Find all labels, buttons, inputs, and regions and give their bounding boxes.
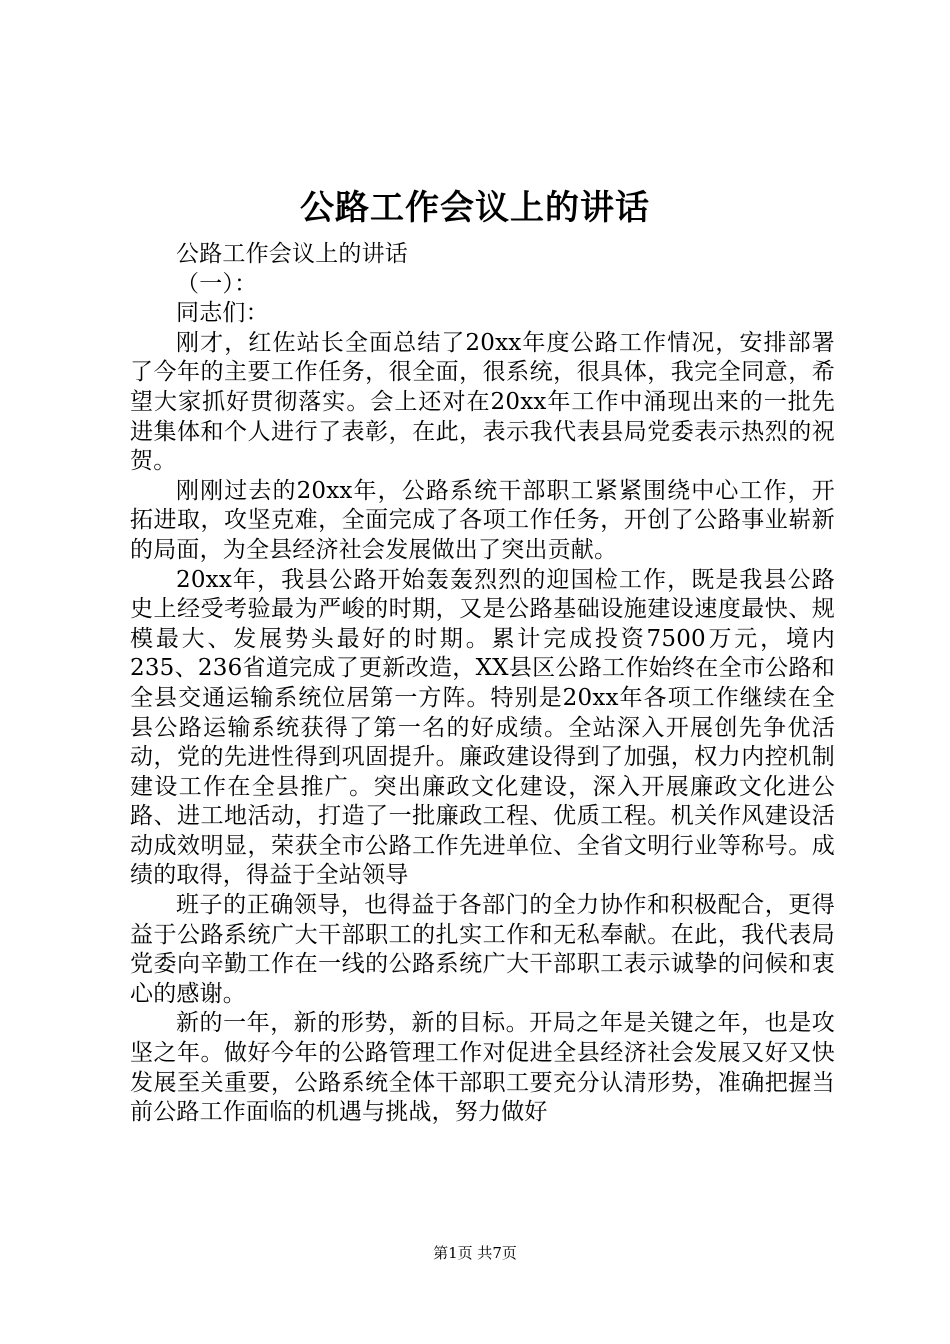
paragraph-body-3: 20xx年，我县公路开始轰轰烈烈的迎国检工作，既是我县公路史上经受考验最为严峻的时期，又是公路基础设施建设速度最快、规模最大、发展势头最好的时期。累计完成投资7500万元，境内235、236省道完成了更新改造，XX县区公路工作始终在全市公路和全县交通运输系统位居第一方阵。特别是20xx年各项工作继续在全县公路运输系统获得了第一名的好成绩。全站深入开展创先争优活动，党的先进性得到巩固提升。廉政建设得到了加强，权力内控机制建设工作在全县推广。突出廉政文化建设，深入开展廉政文化进公路、进工地活动，打造了一批廉政工程、优质工程。机关作风建设活动成效明显，荣获全市公路工作先进单位、全省文明行业等称号。成绩的取得，得益于全站领导 (130, 566, 835, 889)
document-body (130, 240, 835, 1128)
document-title: 公路工作会议上的讲话 (300, 188, 650, 228)
paragraph-body-2: 刚刚过去的20xx年，公路系统干部职工紧紧围绕中心工作，开拓进取，攻坚克难，全面完成了各项工作任务，开创了公路事业崭新的局面，为全县经济社会发展做出了突出贡献。 (130, 477, 835, 563)
paragraph-body-4: 班子的正确领导，也得益于各部门的全力协作和积极配合，更得益于公路系统广大干部职工的扎实工作和无私奉献。在此，我代表局党委向辛勤工作在一线的公路系统广大干部职工表示诚挚的问候和衷心的感谢。 (130, 892, 835, 1007)
page-number-footer: 第1页 共7页 (433, 1244, 517, 1262)
paragraph-body-1: 刚才，红佐站长全面总结了20xx年度公路工作情况，安排部署了今年的主要工作任务，很全面，很系统，很具体，我完全同意，希望大家抓好贯彻落实。会上还对在20xx年工作中涌现出来的一批先进集体和个人进行了表彰，在此，表示我代表县局党委表示热烈的祝贺。 (130, 329, 835, 475)
paragraph-body-5: 新的一年，新的形势，新的目标。开局之年是关键之年，也是攻坚之年。做好今年的公路管理工作对促进全县经济社会发展又好又快发展至关重要，公路系统全体干部职工要充分认清形势，准确把握当前公路工作面临的机遇与挑战，努力做好 (130, 1010, 835, 1126)
paragraph-subtitle: 公路工作会议上的讲话 (176, 241, 408, 267)
paragraph-section-number: （一）： (176, 270, 258, 297)
paragraph-salutation: 同志们： (176, 300, 269, 327)
